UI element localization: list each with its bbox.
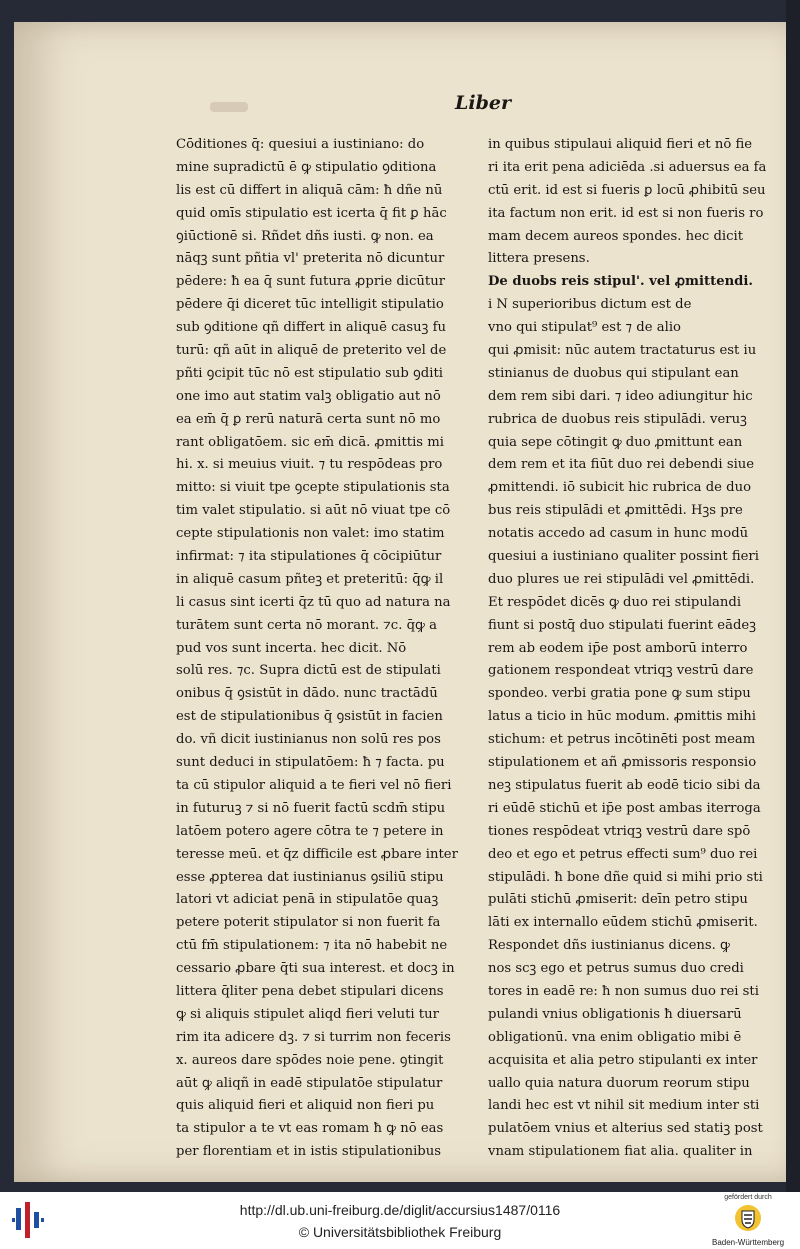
text-line: obligationū. vna enim obligatio mibi ē — [488, 1029, 742, 1045]
text-line: ꝙ si aliquis stipulet aliqd fieri veluti tur — [176, 1006, 439, 1022]
text-line: li casus sint icerti q̄z tū quo ad natura na — [176, 594, 451, 610]
text-line: Respondet dñs iustinianus dicens. ꝙ — [488, 938, 730, 954]
text-line: uallo quia natura duorum reorum stipu — [488, 1075, 750, 1091]
text-line: pñti ꝯcipit tūc nō est stipulatio sub ꝯditi — [176, 365, 443, 381]
text-line: in futuruꝫ ⁊ si nō fuerit factū scdm̄ stipu — [176, 800, 446, 816]
text-line: lis est cū differt in aliquā cām: ħ dñe nū — [176, 182, 443, 198]
text-line: vnam stipulationem fiat alia. qualiter in — [488, 1144, 753, 1160]
text-line: latori vt adiciat penā in stipulatōe quaꝫ — [176, 892, 439, 908]
text-line: infirmat: ⁊ ita stipulationes q̄ cōcipiūtur — [176, 549, 442, 565]
text-line: in aliquē casum pñteꝫ et preteritū: q̄ꝙ il — [176, 571, 444, 587]
text-line: turātem sunt certa nō morant. ⁊c. q̄ꝙ a — [176, 617, 437, 633]
text-line: gationem respondeat vtriqꝫ vestrū dare — [488, 663, 754, 679]
text-line: qui ꝓmisit: nūc autem tractaturus est iu — [488, 343, 757, 359]
sponsor-caption: gefördert durch — [724, 1194, 772, 1201]
text-line: turū: qñ aūt in aliquē de preterito vel de — [176, 343, 447, 359]
text-line: ea em̄ q̄ ꝑ rerū naturā certa sunt nō mo — [176, 411, 441, 427]
text-line: latōem potero agere cōtra te ⁊ petere in — [176, 823, 444, 839]
text-line: littera presens. — [488, 251, 590, 267]
text-line: landi hec est vt nihil sit medium inter sti — [488, 1098, 760, 1114]
text-line: notatis accedo ad casum in hunc modū — [488, 526, 749, 542]
text-line: rim ita adicere dꝫ. ⁊ si turrim non feceris — [176, 1029, 451, 1045]
text-line: rem ab eodem ip̄e post amborū interro — [488, 640, 748, 656]
left-text-column — [176, 134, 458, 1164]
text-line: pulatōem vnius et alterius sed statiꝫ post — [488, 1121, 763, 1137]
text-line: vno qui stipulat⁹ est ⁊ de alio — [488, 320, 681, 336]
text-line: ctū erit. id est si fueris ꝑ locū ꝓhibitū seu — [488, 182, 766, 198]
text-line: solū res. ⁊c. Supra dictū est de stipulati — [176, 663, 441, 679]
text-line: aūt ꝙ aliqñ in eadē stipulatōe stipulatur — [176, 1075, 443, 1091]
text-line: stipulādi. ħ bone dñe quid si mihi prio sti — [488, 869, 763, 885]
text-line: ta stipulor a te vt eas romam ħ ꝙ nō eas — [176, 1121, 444, 1137]
text-line: stipulationem et añ ꝓmissoris responsio — [488, 755, 757, 771]
section-heading: De duobs reis stipul'. vel ꝓmittendi. — [488, 274, 753, 290]
text-line: one imo aut statim valꝫ obligatio aut nō — [176, 388, 441, 404]
text-line: esse ꝓpterea dat iustinianus ꝯsiliū stipu — [176, 869, 444, 885]
text-line: Et respōdet dicēs ꝙ duo rei stipulandi — [488, 594, 742, 610]
text-line: sunt deduci in stipulatōem: ħ ⁊ facta. pu — [176, 755, 445, 771]
text-line: ri ita erit pena adiciēda .si aduersus ea fa — [488, 159, 767, 175]
copyright-text: © Universitätsbibliothek Freiburg — [298, 1224, 502, 1240]
text-line: sub ꝯditione qñ differt in aliquē casuꝫ fu — [176, 320, 446, 336]
document-url-link[interactable]: http://dl.ub.uni-freiburg.de/diglit/accursius1487/0116 — [239, 1202, 561, 1218]
text-line: latus a ticio in hūc modum. ꝓmittis mihi — [488, 709, 757, 725]
text-line: ita factum non erit. id est si non fueris ro — [488, 205, 764, 221]
text-line: mitto: si viuit tpe ꝯcepte stipulationis sta — [176, 480, 450, 496]
text-line: acquisita et alia petro stipulanti ex inter — [488, 1052, 758, 1068]
text-line: neꝫ stipulatus fuerit ab eodē ticio sibi da — [488, 777, 761, 793]
text-line: rant obligatōem. sic em̄ dicā. ꝓmittis mi — [176, 434, 444, 450]
state-crest-icon — [734, 1204, 762, 1232]
sponsor-block — [700, 1194, 796, 1248]
text-line: mam decem aureos spondes. hec dicit — [488, 228, 744, 244]
text-line: per florentiam et in istis stipulationibus — [176, 1144, 441, 1160]
text-line: stichum: et petrus incōtinēti post meam — [488, 732, 756, 748]
text-line: tim valet stipulatio. si aūt nō viuat tpe cō — [176, 503, 451, 519]
text-line: mine supradictū ē ꝙ stipulatio ꝯditiona — [176, 159, 437, 175]
text-line: pēdere: ħ ea q̄ sunt futura ꝓprie dicūtur — [176, 274, 445, 290]
text-line: spondeo. verbi gratia pone ꝙ sum stipu — [488, 686, 751, 702]
text-line: teresse meū. et q̄z difficile est ꝓbare inter — [176, 846, 458, 862]
text-line: dem rem sibi dari. ⁊ ideo adiungitur hic — [488, 388, 753, 404]
text-line: ta cū stipulor aliquid a te fieri vel nō fieri — [176, 777, 452, 793]
text-line: quid omīs stipulatio est icerta q̄ fit ꝑ hāc — [176, 205, 447, 221]
sponsor-name: Baden-Württemberg — [711, 1238, 785, 1247]
text-line: onibus q̄ ꝯsistūt in dādo. nunc tractādū — [176, 686, 438, 702]
text-line: fiunt si postq̄ duo stipulati fuerint eādeꝫ — [488, 617, 756, 633]
bleed-through-mark — [210, 102, 248, 112]
text-line: stinianus de duobus qui stipulant ean — [488, 365, 739, 381]
page-edge-shadow — [786, 0, 800, 1192]
text-line: est de stipulationibus q̄ ꝯsistūt in facien — [176, 709, 443, 725]
text-line: duo plures ue rei stipulādi vel ꝓmittēdi. — [488, 571, 755, 587]
text-line: pulandi vnius obligationis ħ diuersarū — [488, 1006, 742, 1022]
text-line: pud vos sunt incerta. hec dicit. Nō — [176, 640, 407, 656]
text-line: pēdere q̄i diceret tūc intelligit stipulatio — [176, 297, 444, 313]
text-line: x. aureos dare spōdes noie pene. ꝯtingit — [176, 1052, 444, 1068]
running-head: Liber — [455, 92, 511, 114]
text-line: ꝯiūctionē si. Rñdet dñs iusti. ꝙ non. ea — [176, 228, 434, 244]
text-line: hi. x. si meuius viuit. ⁊ tu respōdeas pro — [176, 457, 443, 473]
text-line: Cōditiones q̄: quesiui a iustiniano: do — [176, 137, 425, 152]
text-line: i N superioribus dictum est de — [488, 297, 692, 313]
text-line: cessario ꝓbare q̄ti sua interest. et docꝫ in — [176, 961, 455, 977]
text-line: lāti ex internallo eūdem stichū ꝓmiserit. — [488, 915, 758, 931]
text-line: tiones respōdeat vtriqꝫ vestrū dare spō — [488, 823, 751, 839]
text-line: quesiui a iustiniano qualiter possint fieri — [488, 549, 759, 565]
text-line: cepte stipulationis non valet: imo statim — [176, 526, 445, 542]
text-line: ꝓmittendi. iō subicit hic rubrica de duo — [488, 480, 752, 496]
text-line: do. vñ dicit iustinianus non solū res pos — [176, 732, 441, 748]
text-line: ri eūdē stichū et ip̄e post ambas iterroga — [488, 800, 761, 816]
text-line: bus reis stipulādi et ꝓmittēdi. Hꝫs pre — [488, 503, 743, 519]
text-line: quia sepe cōtingit ꝙ duo ꝓmittunt ean — [488, 434, 743, 450]
right-text-column — [488, 134, 770, 1164]
text-line: nos scꝫ ego et petrus sumus duo credi — [488, 961, 744, 977]
text-line: dem rem et ita fiūt duo rei debendi siue — [488, 457, 755, 473]
text-line: pulāti stichū ꝓmiserit: deīn petro stipu — [488, 892, 748, 908]
text-line: petere poterit stipulator si non fuerit fa — [176, 915, 441, 931]
text-line: littera q̄liter pena debet stipulari dicens — [176, 983, 444, 999]
text-line: nāqꝫ sunt pñtia vl' preterita nō dicuntur — [176, 251, 445, 267]
text-line: ctū fm̄ stipulationem: ⁊ ita nō habebit ne — [176, 938, 448, 954]
text-line: quis aliquid fieri et aliquid non fieri pu — [176, 1098, 435, 1114]
text-line: in quibus stipulaui aliquid fieri et nō fie — [488, 137, 753, 152]
text-line: tores in eadē re: ħ non sumus duo rei sti — [488, 983, 759, 999]
text-line: rubrica de duobus reis stipulādi. veruꝫ — [488, 411, 747, 427]
text-line: deo et ego et petrus effecti sum⁹ duo rei — [488, 846, 758, 862]
footer-bar — [0, 1192, 800, 1249]
